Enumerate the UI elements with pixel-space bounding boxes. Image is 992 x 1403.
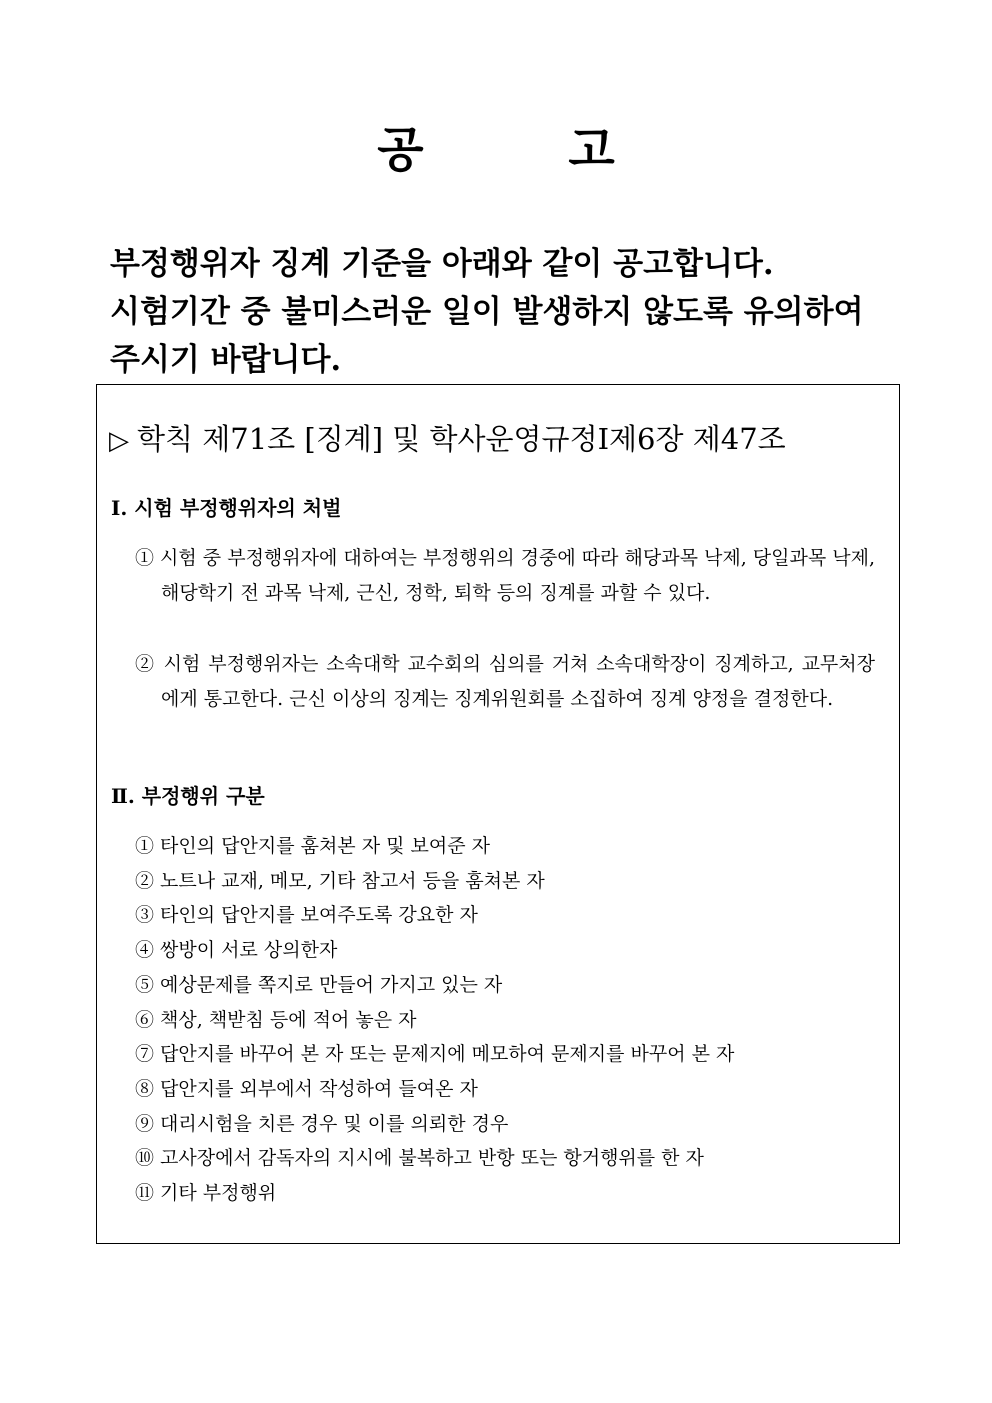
list-item: ⑥ 책상, 책받침 등에 적어 놓은 자 xyxy=(135,1008,417,1031)
list-item: ⑪ 기타 부정행위 xyxy=(135,1182,277,1205)
list-item: ③ 타인의 답안지를 보여주도록 강요한 자 xyxy=(135,904,478,927)
list-item: ⑨ 대리시험을 치른 경우 및 이를 의뢰한 경우 xyxy=(135,1112,509,1135)
list-item: ④ 쌍방이 서로 상의한자 xyxy=(135,939,338,962)
regulation-heading xyxy=(109,419,786,461)
list-item: ② 노트나 교재, 메모, 기타 참고서 등을 훔쳐본 자 xyxy=(135,869,545,892)
page-title: 공 고 xyxy=(377,122,679,178)
triangle-marker-icon: ▷ xyxy=(109,426,129,456)
list-item: ⑩ 고사장에서 감독자의 지시에 불복하고 반항 또는 항거행위를 한 자 xyxy=(135,1147,704,1170)
section-1-title: Ⅰ. 시험 부정행위자의 처벌 xyxy=(111,496,342,520)
section-1-item-1: ① 시험 중 부정행위자에 대하여는 부정행위의 경중에 따라 해당과목 낙제, 당일과목 낙제, 해당학기 전 과목 낙제, 근신, 정학, 퇴학 등의 징계를 과할 수 있다. xyxy=(135,547,875,604)
misconduct-list xyxy=(135,829,885,1211)
section-2-title: Ⅱ. 부정행위 구분 xyxy=(111,784,265,808)
list-item: ⑦ 답안지를 바꾸어 본 자 또는 문제지에 메모하여 문제지를 바꾸어 본 자 xyxy=(135,1043,735,1066)
regulation-box xyxy=(96,384,900,1244)
section-1-item-2: ② 시험 부정행위자는 소속대학 교수회의 심의를 거쳐 소속대학장이 징계하고, 교무처장에게 통고한다. 근신 이상의 징계는 징계위원회를 소집하여 징계 양정을 결정한다. xyxy=(135,653,875,710)
list-item: ① 타인의 답안지를 훔쳐본 자 및 보여준 자 xyxy=(135,835,490,857)
intro-line-3: 주시기 바랍니다. xyxy=(110,342,342,378)
list-item: ⑧ 답안지를 외부에서 작성하여 들여온 자 xyxy=(135,1077,478,1100)
regulation-heading-text: 학칙 제71조 [징계] 및 학사운영규정Ⅰ제6장 제47조 xyxy=(137,422,786,456)
intro-line-1: 부정행위자 징계 기준을 아래와 같이 공고합니다. xyxy=(110,246,774,282)
intro-text xyxy=(110,240,900,384)
list-item: ⑤ 예상문제를 쪽지로 만들어 가지고 있는 자 xyxy=(135,973,503,996)
intro-line-2: 시험기간 중 불미스러운 일이 발생하지 않도록 유의하여 xyxy=(110,294,864,330)
